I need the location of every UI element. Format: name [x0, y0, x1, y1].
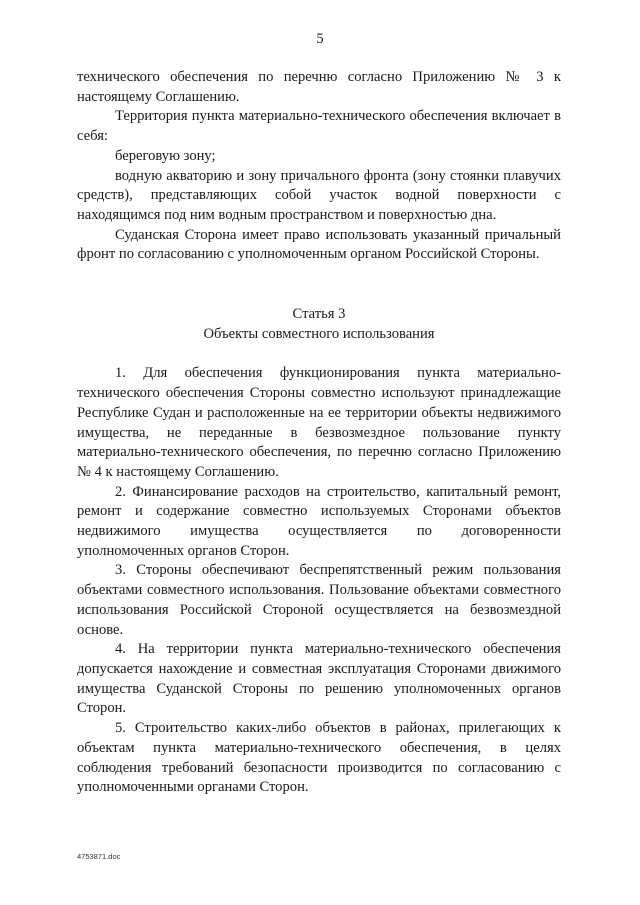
- article-clause-4: 4. На территории пункта материально-технического обеспечения допускается нахождение и совместная эксплуатация Сторонами движимого имущества Суданской Стороны по решению уполномоченных органов Сторон.: [77, 641, 561, 717]
- article-number: Статья 3: [292, 306, 346, 323]
- article-title: Объекты совместного использования: [203, 325, 435, 342]
- spacer: [77, 265, 561, 305]
- paragraph-sudan-right: Суданская Сторона имеет право использовать указанный причальный фронт по согласованию с уполномоченным органом Российской Стороны.: [77, 226, 561, 263]
- paragraph-continuation: технического обеспечения по перечню согласно Приложению № 3 к настоящему Соглашению.: [77, 69, 561, 105]
- paragraph-water-area: водную акваторию и зону причального фронта (зону стоянки плавучих средств), представляющих собой участок водной поверхности с находящимся под ним водным пространством и поверхностью дна.: [77, 167, 561, 223]
- footer-file-name: 4753871.doc: [77, 852, 121, 861]
- spacer: [77, 344, 561, 364]
- article-clause-5: 5. Строительство каких-либо объектов в районах, прилегающих к объектам пункта материально-технического обеспечения, в целях соблюдения требований безопасности производится по согласованию с уполномоченными органами Сторон.: [77, 720, 561, 796]
- paragraph-territory: Территория пункта материально-технического обеспечения включает в себя:: [77, 108, 561, 145]
- article-clause-2: 2. Финансирование расходов на строительство, капитальный ремонт, ремонт и содержание совместно используемых Сторонами объектов недвижимого имущества осуществляется по договоренности уполномоченных органов Сторон.: [77, 483, 561, 559]
- page-number: 5: [316, 31, 324, 47]
- document-body: [77, 68, 561, 798]
- paragraph-coastal-zone: береговую зону;: [115, 147, 216, 164]
- article-clause-1: 1. Для обеспечения функционирования пункта материально-технического обеспечения Стороны совместно используют принадлежащие Республике Судан и расположенные на ее территории объекты недвижимого имущества, не переданные в безвозмездное пользование пункту материально-технического обеспечения, по перечню согласно Приложению № 4 к настоящему Соглашению.: [77, 365, 561, 480]
- article-clause-3: 3. Стороны обеспечивают беспрепятственный режим пользования объектами совместного использования. Пользование объектами совместного использования Российской Стороной осуществляется на безвозмездной основе.: [77, 562, 561, 638]
